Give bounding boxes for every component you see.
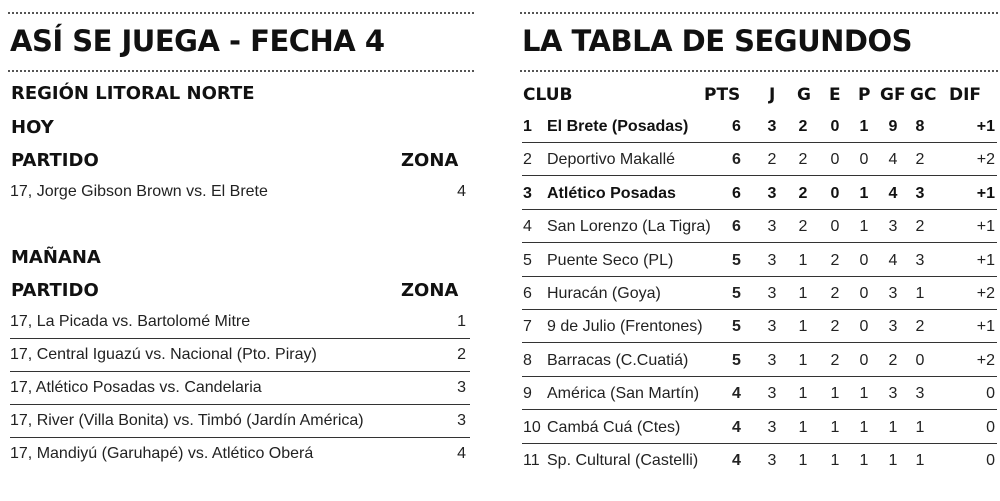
- header-p: P: [858, 85, 871, 105]
- match-text: 17, River (Villa Bonita) vs. Timbó (Jardín América): [10, 412, 364, 429]
- header-dif: DIF: [949, 85, 982, 105]
- cell-pts: 6: [732, 118, 741, 135]
- cell-gf: 9: [888, 118, 898, 135]
- cell-g: 1: [798, 351, 808, 369]
- cell-club: San Lorenzo (La Tigra): [547, 218, 711, 236]
- cell-pos: 2: [523, 151, 532, 169]
- cell-pts: 6: [732, 218, 741, 236]
- standings-row: [522, 377, 997, 410]
- cell-club: El Brete (Posadas): [547, 118, 689, 135]
- title-divider: [520, 70, 998, 72]
- cell-gc: 8: [915, 118, 925, 135]
- standings-row: [522, 344, 997, 377]
- cell-gc: 2: [915, 151, 925, 169]
- cell-gf: 4: [888, 251, 898, 269]
- cell-j: 3: [767, 285, 777, 302]
- cell-j: 3: [767, 418, 777, 436]
- cell-e: 0: [830, 118, 840, 135]
- today-match-header: PARTIDO: [11, 150, 99, 171]
- today-heading: HOY: [11, 117, 54, 138]
- cell-dif: +1: [976, 218, 995, 236]
- cell-gf: 4: [888, 184, 898, 202]
- match-text: 17, Jorge Gibson Brown vs. El Brete: [10, 183, 268, 200]
- cell-p: 0: [859, 151, 869, 169]
- tomorrow-zone-header: ZONA: [401, 280, 459, 301]
- cell-dif: +1: [976, 318, 995, 336]
- match-zone: 4: [457, 445, 466, 462]
- cell-p: 0: [859, 285, 869, 302]
- cell-pts: 6: [732, 184, 741, 202]
- cell-j: 3: [767, 351, 777, 369]
- cell-dif: +2: [976, 351, 995, 369]
- cell-p: 1: [859, 418, 869, 436]
- cell-e: 2: [830, 285, 840, 302]
- header-g: G: [797, 85, 811, 105]
- region-heading: REGIÓN LITORAL NORTE: [11, 83, 255, 104]
- cell-j: 3: [767, 452, 777, 469]
- standings-row: [522, 210, 997, 243]
- cell-pts: 4: [732, 418, 741, 436]
- cell-p: 1: [859, 218, 869, 236]
- cell-p: 0: [859, 318, 869, 336]
- cell-dif: +1: [976, 251, 995, 269]
- cell-gf: 3: [888, 218, 898, 236]
- today-zone-header: ZONA: [401, 150, 459, 171]
- cell-pos: 3: [523, 184, 532, 202]
- cell-dif: +2: [976, 285, 995, 302]
- cell-gc: 2: [915, 318, 925, 336]
- cell-gc: 1: [915, 452, 925, 469]
- cell-gc: 0: [915, 351, 925, 369]
- cell-j: 3: [767, 184, 777, 202]
- cell-pos: 10: [523, 418, 541, 436]
- cell-gc: 3: [915, 251, 925, 269]
- standings-row: [522, 177, 997, 210]
- cell-club: Atlético Posadas: [547, 184, 676, 202]
- header-gc: GC: [910, 85, 937, 105]
- standings-row: [522, 411, 997, 444]
- cell-e: 1: [830, 418, 840, 436]
- fixture-panel: [0, 0, 480, 501]
- match-zone: 4: [457, 183, 466, 200]
- standings-row: [522, 310, 997, 343]
- standings-row: [522, 244, 997, 277]
- cell-gf: 1: [888, 418, 898, 436]
- cell-gf: 3: [888, 385, 898, 403]
- cell-e: 2: [830, 318, 840, 336]
- match-row: [10, 405, 470, 438]
- match-row: [10, 438, 470, 471]
- header-e: E: [829, 85, 841, 105]
- cell-e: 0: [830, 218, 840, 236]
- header-gf: GF: [880, 85, 906, 105]
- cell-pos: 7: [523, 318, 532, 336]
- cell-j: 2: [767, 151, 777, 169]
- cell-pos: 4: [523, 218, 532, 236]
- match-text: 17, Mandiyú (Garuhapé) vs. Atlético Oberá: [10, 445, 314, 462]
- cell-p: 1: [859, 385, 869, 403]
- match-text: 17, Central Iguazú vs. Nacional (Pto. Piray): [10, 346, 317, 363]
- match-zone: 3: [457, 379, 466, 396]
- cell-dif: 0: [986, 385, 995, 403]
- cell-gc: 3: [915, 184, 925, 202]
- tomorrow-match-header: PARTIDO: [11, 280, 99, 301]
- cell-club: 9 de Julio (Frentones): [547, 318, 703, 336]
- cell-p: 0: [859, 351, 869, 369]
- match-zone: 1: [457, 313, 466, 330]
- match-text: 17, Atlético Posadas vs. Candelaria: [10, 379, 262, 396]
- cell-pts: 4: [732, 452, 741, 469]
- cell-g: 1: [798, 318, 808, 336]
- match-zone: 3: [457, 412, 466, 429]
- cell-e: 1: [830, 452, 840, 469]
- cell-dif: 0: [986, 418, 995, 436]
- cell-e: 0: [830, 184, 840, 202]
- cell-g: 2: [798, 118, 808, 135]
- cell-pts: 4: [732, 385, 741, 403]
- cell-e: 2: [830, 351, 840, 369]
- cell-pts: 5: [732, 285, 741, 302]
- cell-dif: 0: [986, 452, 995, 469]
- cell-j: 3: [767, 118, 777, 135]
- match-row: [10, 339, 470, 372]
- standings-row: [522, 143, 997, 176]
- cell-gf: 3: [888, 318, 898, 336]
- top-divider: [8, 12, 474, 14]
- cell-dif: +2: [976, 151, 995, 169]
- cell-gc: 1: [915, 418, 925, 436]
- cell-pts: 5: [732, 251, 741, 269]
- cell-gc: 1: [915, 285, 925, 302]
- fixture-title: ASÍ SE JUEGA - FECHA 4: [10, 24, 385, 58]
- cell-g: 1: [798, 251, 808, 269]
- cell-j: 3: [767, 385, 777, 403]
- cell-pos: 11: [523, 452, 540, 469]
- cell-j: 3: [767, 218, 777, 236]
- standings-row: [522, 444, 997, 477]
- cell-pos: 5: [523, 251, 532, 269]
- cell-club: Puente Seco (PL): [547, 251, 674, 269]
- cell-pos: 6: [523, 285, 532, 302]
- cell-g: 1: [798, 418, 808, 436]
- cell-g: 2: [798, 218, 808, 236]
- match-text: 17, La Picada vs. Bartolomé Mitre: [10, 313, 251, 330]
- standings-row: [522, 277, 997, 310]
- cell-pos: 9: [523, 385, 532, 403]
- standings-panel: [518, 0, 1000, 501]
- cell-g: 1: [798, 452, 808, 469]
- header-pts: PTS: [704, 85, 741, 105]
- standings-title: LA TABLA DE SEGUNDOS: [522, 24, 913, 58]
- cell-gc: 2: [915, 218, 925, 236]
- cell-p: 1: [859, 184, 869, 202]
- match-zone: 2: [457, 346, 466, 363]
- cell-gf: 2: [888, 351, 898, 369]
- cell-pos: 1: [523, 118, 532, 135]
- header-club: CLUB: [523, 85, 573, 105]
- cell-pos: 8: [523, 351, 532, 369]
- cell-gf: 3: [888, 285, 898, 302]
- cell-p: 0: [859, 251, 869, 269]
- cell-g: 1: [798, 385, 808, 403]
- cell-pts: 5: [732, 318, 741, 336]
- cell-club: Cambá Cuá (Ctes): [547, 418, 681, 436]
- cell-g: 2: [798, 151, 808, 169]
- cell-p: 1: [859, 452, 869, 469]
- cell-club: Barracas (C.Cuatiá): [547, 351, 689, 369]
- cell-j: 3: [767, 318, 777, 336]
- cell-club: Deportivo Makallé: [547, 151, 676, 169]
- header-j: J: [769, 85, 776, 105]
- standings-row: [522, 110, 997, 143]
- cell-dif: +1: [976, 118, 995, 135]
- cell-g: 2: [798, 184, 808, 202]
- cell-gc: 3: [915, 385, 925, 403]
- cell-club: América (San Martín): [547, 385, 700, 403]
- cell-dif: +1: [976, 184, 995, 202]
- match-row: [10, 372, 470, 405]
- cell-j: 3: [767, 251, 777, 269]
- cell-gf: 4: [888, 151, 898, 169]
- cell-p: 1: [859, 118, 869, 135]
- title-divider: [8, 70, 474, 72]
- tomorrow-heading: MAÑANA: [11, 247, 101, 268]
- match-row: [10, 306, 470, 339]
- cell-club: Huracán (Goya): [547, 285, 661, 302]
- top-divider: [520, 12, 998, 14]
- cell-gf: 1: [888, 452, 898, 469]
- cell-g: 1: [798, 285, 808, 302]
- cell-e: 0: [830, 151, 840, 169]
- cell-e: 1: [830, 385, 840, 403]
- cell-e: 2: [830, 251, 840, 269]
- cell-club: Sp. Cultural (Castelli): [547, 452, 699, 469]
- cell-pts: 5: [732, 351, 741, 369]
- match-row: [10, 176, 470, 209]
- cell-pts: 6: [732, 151, 741, 169]
